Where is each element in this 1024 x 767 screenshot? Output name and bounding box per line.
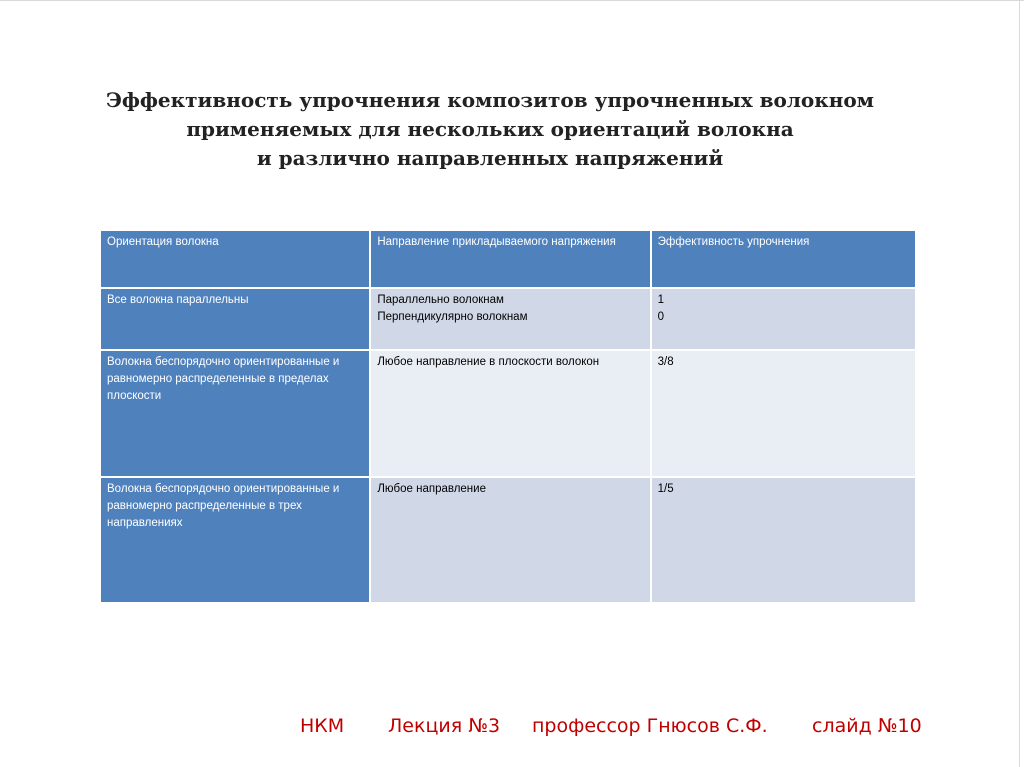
cell-orientation: Все волокна параллельны [100,288,370,350]
table-header-row [100,230,916,288]
cell-direction [370,288,650,350]
cell-efficiency: 1/5 [651,477,916,603]
top-divider [0,0,1024,1]
cell-orientation: Волокна беспорядочно ориентированные и равномерно распределенные в трех направлениях [100,477,370,603]
table-row [100,288,916,350]
slide-title [60,86,920,173]
header-efficiency: Эффективность упрочнения [651,230,916,288]
title-line-2: применяемых для нескольких ориентаций волокна [186,117,794,141]
title-line-1: Эффективность упрочнения композитов упрочненных волокном [105,88,875,112]
footer-slide-number: слайд №10 [812,715,922,737]
efficiency-value: 1 [657,294,665,306]
direction-line: Перпендикулярно волокнам [377,311,528,323]
cell-direction: Любое направление в плоскости волокон [370,350,650,477]
right-divider [1019,0,1020,767]
cell-orientation: Волокна беспорядочно ориентированные и равномерно распределенные в пределах плоскости [100,350,370,477]
direction-line: Параллельно волокнам [377,294,504,306]
footer-course: НКМ [300,715,345,737]
cell-efficiency [651,288,916,350]
title-line-3: и различно направленных напряжений [256,146,724,170]
header-direction: Направление прикладываемого напряжения [370,230,650,288]
footer-author: профессор Гнюсов С.Ф. [532,715,768,737]
table-row [100,350,916,477]
cell-direction: Любое направление [370,477,650,603]
cell-efficiency: 3/8 [651,350,916,477]
footer-lecture: Лекция №3 [388,715,501,737]
reinforcement-table [99,229,917,604]
efficiency-value: 0 [657,311,665,323]
header-orientation: Ориентация волокна [100,230,370,288]
table-row [100,477,916,603]
